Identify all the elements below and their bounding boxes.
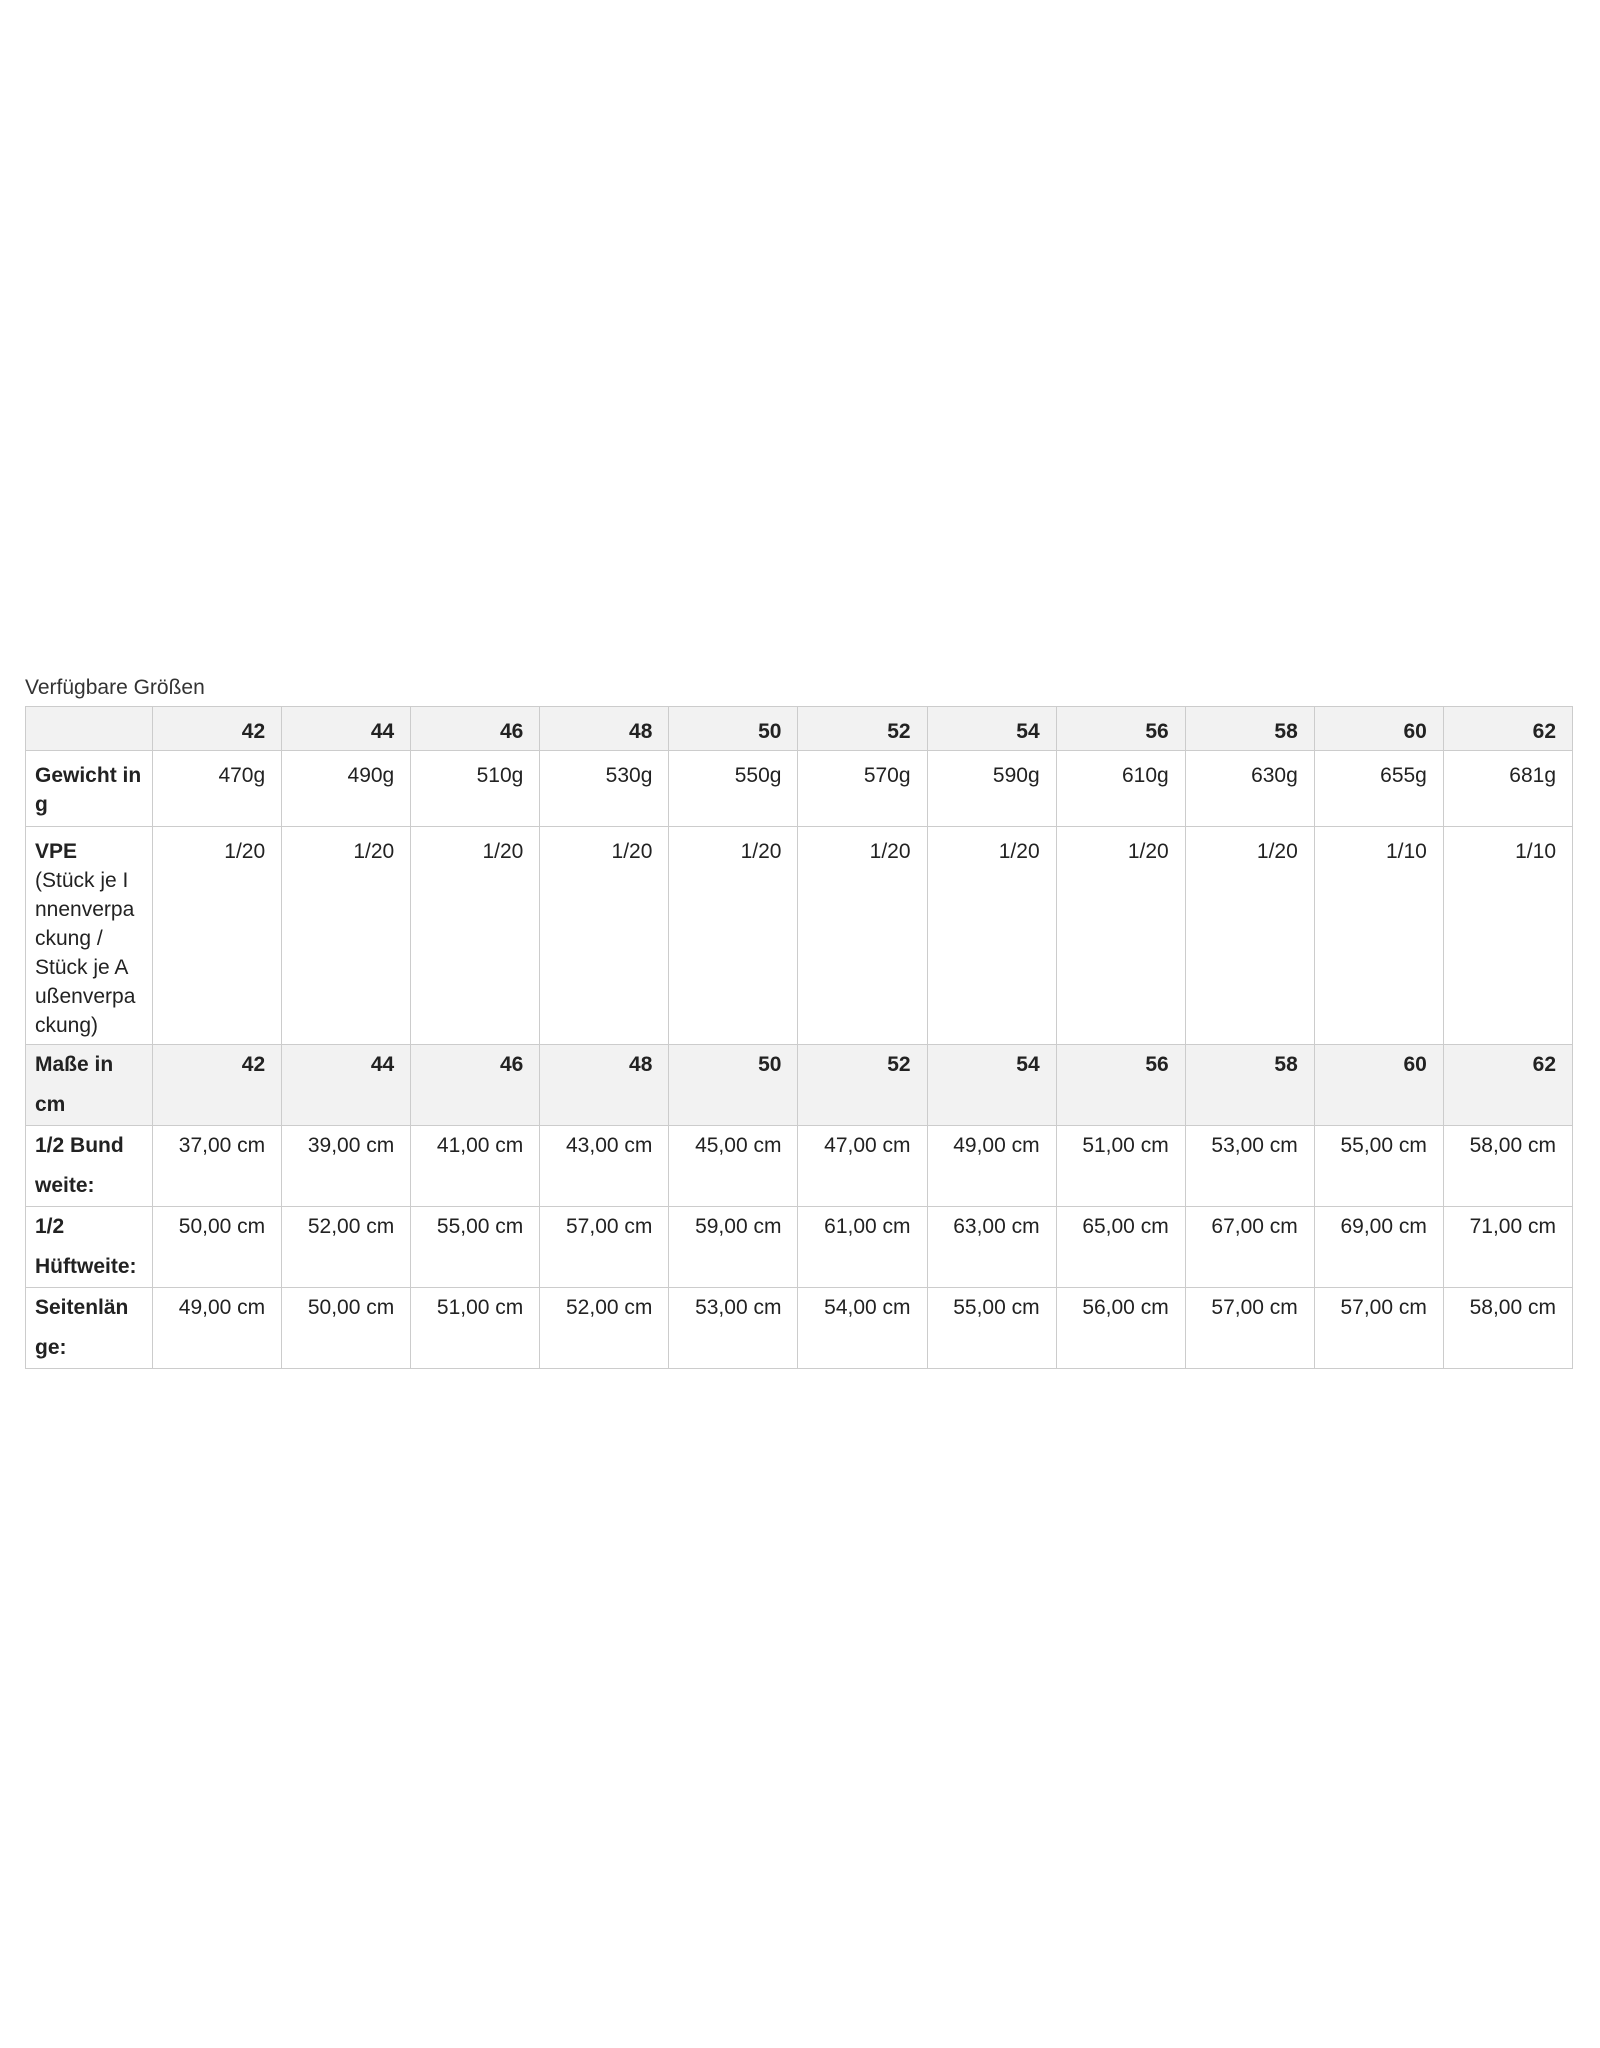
waist-cell: 37,00 cm [153,1126,282,1207]
side-length-cell: 51,00 cm [411,1288,540,1369]
measures-size-cell: 46 [411,1045,540,1126]
size-header-cell: 48 [540,707,669,751]
size-table [25,706,1573,1369]
hip-row [26,1207,1573,1288]
vpe-cell: 1/20 [1056,827,1185,1045]
measures-label: Maße in cm [26,1045,153,1126]
weight-label: Gewicht in g [26,751,153,827]
measures-size-cell: 56 [1056,1045,1185,1126]
hip-cell: 65,00 cm [1056,1207,1185,1288]
measures-size-cell: 44 [282,1045,411,1126]
size-header-row [26,707,1573,751]
side-length-cell: 58,00 cm [1443,1288,1572,1369]
weight-cell: 630g [1185,751,1314,827]
size-header-cell: 56 [1056,707,1185,751]
measures-size-cell: 48 [540,1045,669,1126]
table-caption: Verfügbare Größen [25,676,205,699]
weight-cell: 510g [411,751,540,827]
vpe-cell: 1/20 [798,827,927,1045]
vpe-row [26,827,1573,1045]
side-length-cell: 52,00 cm [540,1288,669,1369]
size-header-cell: 52 [798,707,927,751]
size-header-cell: 58 [1185,707,1314,751]
measures-size-cell: 52 [798,1045,927,1126]
waist-cell: 47,00 cm [798,1126,927,1207]
measures-header-row [26,1045,1573,1126]
vpe-label-description: (Stück je I nnenverpa ckung / Stück je A ußenverpa ckung) [35,869,136,1037]
hip-cell: 67,00 cm [1185,1207,1314,1288]
vpe-cell: 1/20 [669,827,798,1045]
vpe-cell: 1/20 [540,827,669,1045]
weight-cell: 655g [1314,751,1443,827]
side-length-cell: 57,00 cm [1185,1288,1314,1369]
vpe-cell: 1/20 [927,827,1056,1045]
vpe-cell: 1/10 [1443,827,1572,1045]
vpe-cell: 1/10 [1314,827,1443,1045]
side-length-cell: 49,00 cm [153,1288,282,1369]
hip-cell: 63,00 cm [927,1207,1056,1288]
size-header-cell: 62 [1443,707,1572,751]
side-length-cell: 56,00 cm [1056,1288,1185,1369]
hip-cell: 55,00 cm [411,1207,540,1288]
measures-size-cell: 60 [1314,1045,1443,1126]
waist-cell: 53,00 cm [1185,1126,1314,1207]
measures-size-cell: 42 [153,1045,282,1126]
vpe-cell: 1/20 [153,827,282,1045]
hip-cell: 57,00 cm [540,1207,669,1288]
weight-cell: 490g [282,751,411,827]
waist-cell: 55,00 cm [1314,1126,1443,1207]
size-header-cell: 44 [282,707,411,751]
vpe-label [26,827,153,1045]
side-length-cell: 57,00 cm [1314,1288,1443,1369]
side-length-cell: 55,00 cm [927,1288,1056,1369]
vpe-cell: 1/20 [1185,827,1314,1045]
vpe-cell: 1/20 [282,827,411,1045]
measures-size-cell: 62 [1443,1045,1572,1126]
weight-cell: 610g [1056,751,1185,827]
waist-cell: 41,00 cm [411,1126,540,1207]
vpe-label-title: VPE [35,840,78,863]
waist-cell: 51,00 cm [1056,1126,1185,1207]
side-length-cell: 54,00 cm [798,1288,927,1369]
side-length-row [26,1288,1573,1369]
hip-cell: 61,00 cm [798,1207,927,1288]
size-header-cell: 54 [927,707,1056,751]
hip-cell: 71,00 cm [1443,1207,1572,1288]
weight-cell: 530g [540,751,669,827]
hip-cell: 52,00 cm [282,1207,411,1288]
side-length-cell: 53,00 cm [669,1288,798,1369]
waist-label: 1/2 Bund weite: [26,1126,153,1207]
size-header-cell: 60 [1314,707,1443,751]
waist-cell: 49,00 cm [927,1126,1056,1207]
weight-cell: 550g [669,751,798,827]
size-header-cell: 46 [411,707,540,751]
waist-row [26,1126,1573,1207]
vpe-cell: 1/20 [411,827,540,1045]
waist-cell: 58,00 cm [1443,1126,1572,1207]
weight-cell: 470g [153,751,282,827]
weight-cell: 681g [1443,751,1572,827]
side-length-label: Seitenlän ge: [26,1288,153,1369]
measures-size-cell: 54 [927,1045,1056,1126]
hip-label: 1/2 Hüftweite: [26,1207,153,1288]
waist-cell: 39,00 cm [282,1126,411,1207]
size-header-cell: 42 [153,707,282,751]
weight-row [26,751,1573,827]
measures-size-cell: 58 [1185,1045,1314,1126]
waist-cell: 43,00 cm [540,1126,669,1207]
corner-cell [26,707,153,751]
weight-cell: 570g [798,751,927,827]
weight-cell: 590g [927,751,1056,827]
hip-cell: 69,00 cm [1314,1207,1443,1288]
side-length-cell: 50,00 cm [282,1288,411,1369]
hip-cell: 59,00 cm [669,1207,798,1288]
size-header-cell: 50 [669,707,798,751]
hip-cell: 50,00 cm [153,1207,282,1288]
measures-size-cell: 50 [669,1045,798,1126]
waist-cell: 45,00 cm [669,1126,798,1207]
